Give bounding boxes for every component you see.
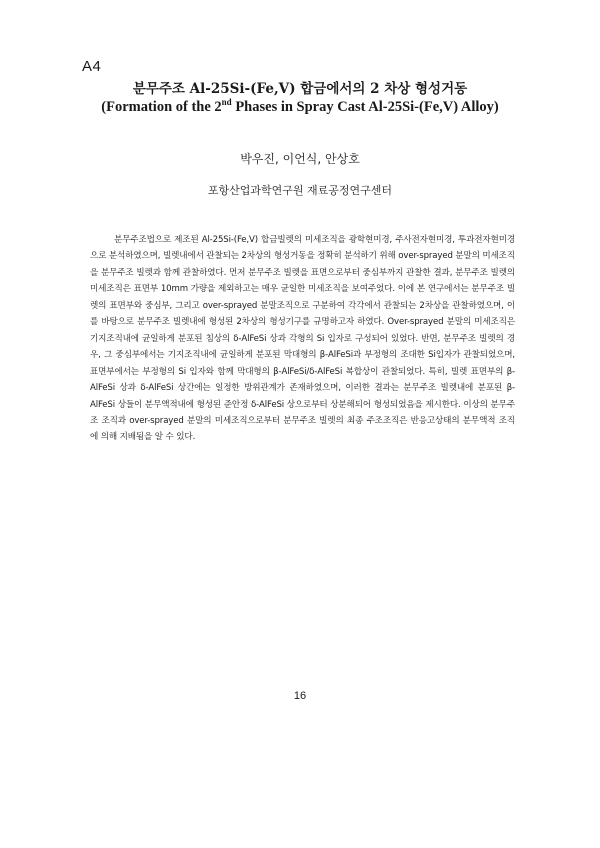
title-english-superscript: nd — [221, 97, 232, 108]
abstract-body: 분무주조법으로 제조된 Al-25Si-(Fe,V) 합금빌렛의 미세조직을 광학현미경, 주사전자현미경, 투과전자현미경으로 분석하였으며, 빌렛내에서 관찰되는 2차상의 형성거동을 정확히 분석하기 위해 over-sprayed 분말의 미세조직을 분무주조 빌렛과 함께 관찰하였다. 먼저 분무주조 빌렛을 표면으로부터 중심부까지 관찰한 결과, 분무주조 빌렛의 미세조직은 표면부 10mm 가량을 제외하고는 매우 균일한 미세조직을 보여주었다. 이에 본 연구에서는 분무주조 빌렛의 표면부와 중심부, 그리고 over-sprayed 분말조직으로 구분하여 각각에서 관찰되는 2차상을 관찰하였으며, 이를 바탕으로 분무주조 빌렛내에 형성된 2차상의 형성기구를 규명하고자 하였다. Over-sprayed 분말의 미세조직은 기지조직내에 균일하게 분포된 침상의 δ-AlFeSi 상과 각형의 Si 입자로 구성되어 있었다. 반면, 분무주조 빌렛의 경우, 그 중심부에서는 기지조직내에 균일하게 분포된 막대형의 β-AlFeSi과 부정형의 조대한 Si입자가 관찰되었으며, 표면부에서는 부정형의 Si 입자와 함께 막대형의 β-AlFeSi/δ-AlFeSi 복합상이 관찰되었다. 특히, 빌렛 표면부의 β-AlFeSi 상과 δ-AlFeSi 상간에는 일정한 방위관계가 존재하였으며, 이러한 결과는 분무주조 빌렛내에 분포된 β-AlFeSi 상들이 분무액적내에 형성된 준안정 δ-AlFeSi 상으로부터 상분해되어 형성되었음을 제시한다. 이상의 분무주조 조직과 over-sprayed 분말의 미세조직으로부터 분무주조 빌렛의 최종 주조조직은 반응고상태의 분무액적 조직에 의해 지배됨을 알 수 있다. — [90, 235, 515, 443]
title-english-prefix: (Formation of the 2 — [101, 99, 222, 115]
title-english — [0, 98, 600, 116]
title-korean: 분무주조 Al-25Si-(Fe,V) 합금에서의 2 차상 형성거동 — [132, 81, 468, 97]
session-label: A4 — [82, 58, 102, 75]
authors: 박우진, 이언식, 안상호 — [240, 152, 360, 166]
title-block — [0, 80, 600, 116]
title-english-suffix: Phases in Spray Cast Al-25Si-(Fe,V) Alloy) — [231, 99, 499, 115]
page-number: 16 — [293, 690, 307, 702]
affiliation: 포항산업과학연구원 재료공정연구센터 — [207, 184, 393, 197]
